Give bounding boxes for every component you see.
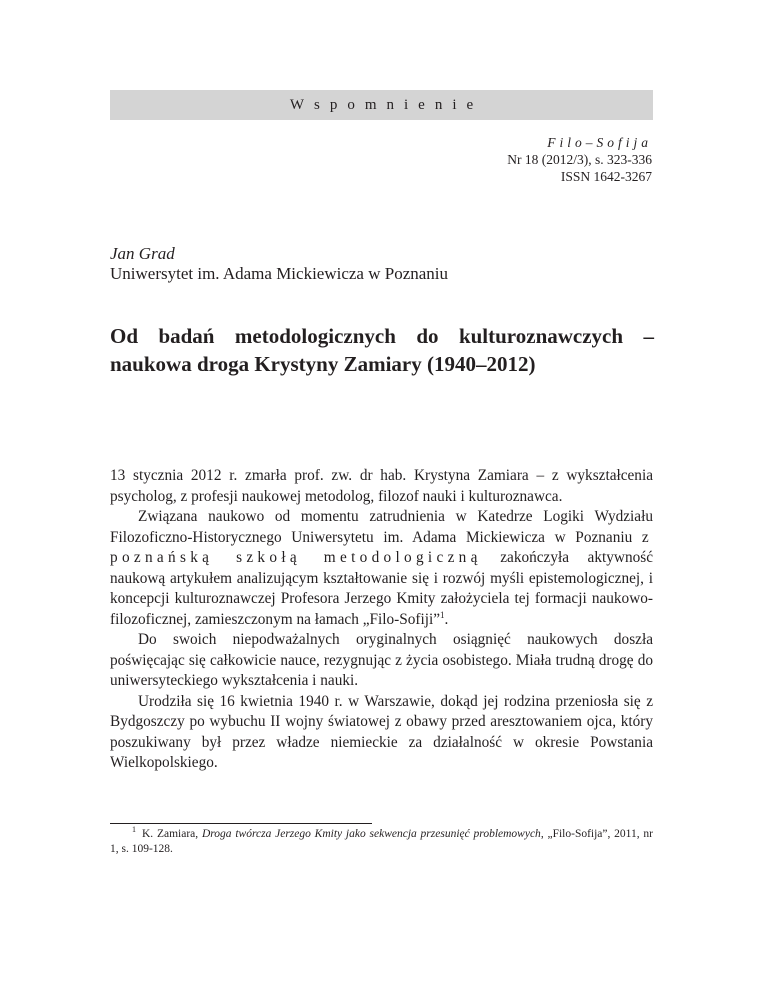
footnote-number: 1 — [132, 825, 136, 835]
paragraph-3: Do swoich niepodważalnych oryginalnych osiągnięć naukowych doszła poświęcając się całkowicie nauce, rezygnując z życia osobistego. Miała trudną drogę do uniwersyteckiego wykształcenia i nauki. — [110, 631, 653, 689]
section-label: Wspomnienie — [289, 96, 484, 113]
footnote-reference[interactable]: 1 — [440, 609, 445, 620]
article-body — [110, 466, 653, 774]
footnote — [110, 827, 653, 857]
article-title: Od badań metodologicznych do kulturoznawczych – naukowa droga Krystyny Zamiary (1940–2012) — [110, 324, 654, 376]
journal-info — [507, 134, 652, 185]
paragraph-2 — [110, 507, 653, 630]
footnote-divider — [110, 823, 372, 824]
author-affiliation: Uniwersytet im. Adama Mickiewicza w Poznaniu — [110, 264, 449, 283]
footnote-title: Droga twórcza Jerzego Kmity jako sekwencja przesunięć problemowych — [201, 828, 541, 840]
footnote-source: , „Filo-Sofija”, 2011, nr 1, s. 109-128. — [110, 828, 653, 855]
paragraph-4: Urodziła się 16 kwietnia 1940 r. w Warszawie, dokąd jej rodzina przeniosła się z Bydgoszczy po wybuchu II wojny światowej z obawy przed aresztowaniem ojca, który poszukiwany był przez władze niemieckie za działalność w okresie Powstania Wielkopolskiego. — [110, 692, 653, 771]
journal-issue: Nr 18 (2012/3), s. 323-336 — [507, 152, 652, 167]
section-banner — [110, 90, 653, 120]
spaced-emphasis: z poznańską szkołą metodologiczną — [110, 528, 653, 566]
paragraph-2-start: Związana naukowo od momentu zatrudnienia w Katedrze Logiki Wydziału Filozoficzno-Historycznego Uniwersytetu im. Adama Mickiewicza w Poznaniu — [110, 508, 653, 546]
journal-issn: ISSN 1642-3267 — [560, 169, 652, 184]
journal-name: Filo–Sofija — [547, 135, 652, 150]
paragraph-2-rest: zakończyła aktywność naukową artykułem analizującym kształtowanie się i rozwój myśli epistemologicznej, i koncepcji kulturoznawczej Profesora Jerzego Kmity założyciela tej formacji naukowo-filozoficznej, zamieszczonym na łamach „Filo-Sofiji” — [110, 549, 653, 628]
paragraph-1: 13 stycznia 2012 r. zmarła prof. zw. dr hab. Krystyna Zamiara – z wykształcenia psycholog, z profesji naukowej metodolog, filozof nauki i kulturoznawca. — [110, 467, 653, 505]
footnote-author: K. Zamiara, — [142, 828, 199, 840]
author-name: Jan Grad — [110, 244, 175, 263]
paragraph-2-end: . — [444, 610, 449, 628]
